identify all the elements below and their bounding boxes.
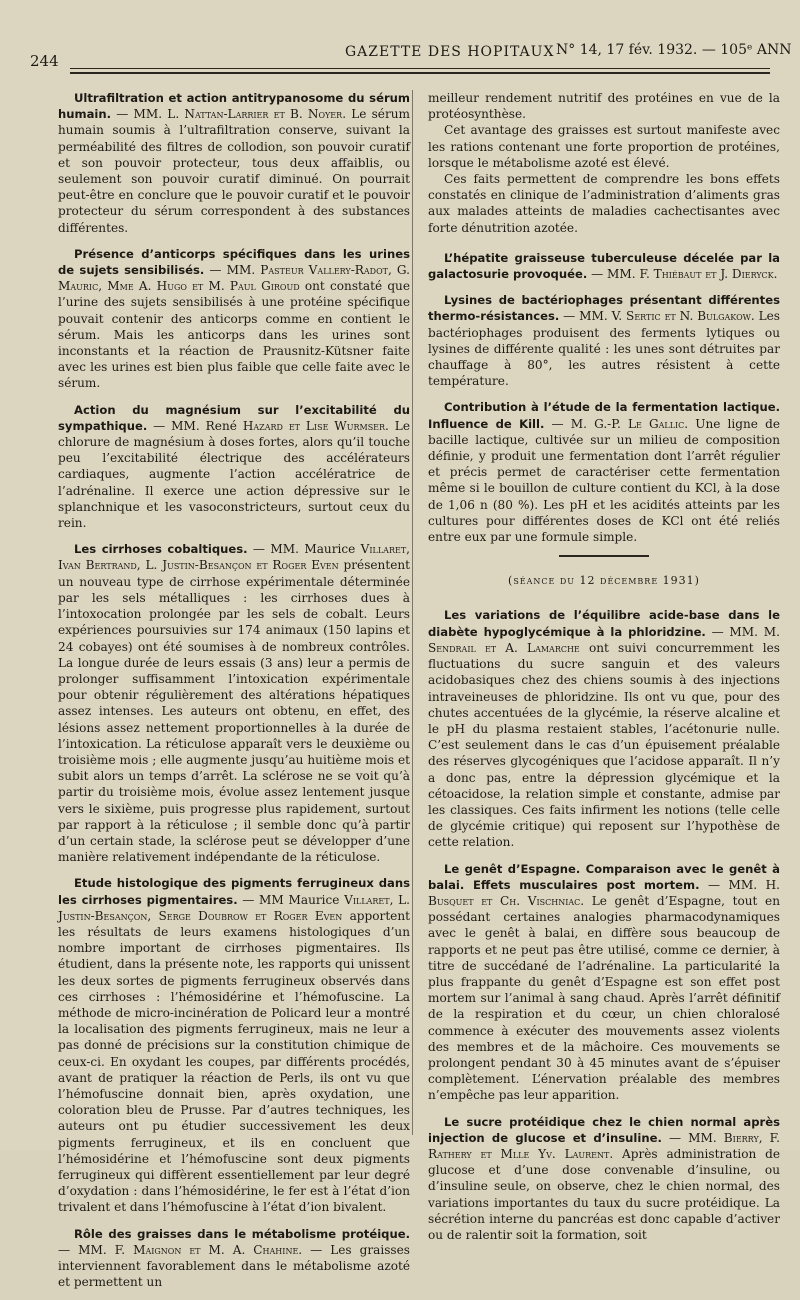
article-body: ont constaté que l’urine des sujets sensibilisés à une protéine spécifique pouvait contenir des anticorps comme en contient le sérum. Mais les anticorps dans les urines sont inconstants et la réaction de Prausnitz-Kütsner faite avec les urines est bien plus faible que celle faite avec le sérum.: [58, 279, 411, 391]
article-abstract: [428, 1114, 780, 1244]
article-authors-prefix: — MM. F.: [587, 267, 654, 282]
article-authors-prefix: — MM. L.: [111, 107, 185, 122]
article-authors-prefix: — MM. Maurice: [247, 542, 361, 557]
article-authors: Maignon et M. A. Chahine: [133, 1242, 299, 1257]
article-body: . Après administration de glucose et d’une dose convenable d’insuline, ou d’insuline seule, on observe, chez le chien normal, des variations importantes du taux du sucre protéidique. La sécrétion interne du pancréas est donc capable d’activer ou de ralentir soit la formation, soit: [428, 1146, 780, 1242]
article-body: . Le chlorure de magnésium à doses fortes, alors qu’il touche peu l’excitabilité électrique des accélérateurs cardiaques, augmente l’action accélératrice de l’adrénaline. Il exerce une action dépressive sur le splanchnique et les vasoconstricteurs, surtout ceux du rein.: [58, 418, 410, 531]
article-abstract: [428, 292, 780, 389]
article-body: . Les bactériophages produisent des ferments lytiques ou lysines de différente qualité : les unes sont détruites par chauffage à 80°, les autres résistent à cette température.: [428, 309, 780, 389]
article-authors-prefix: — MM. V.: [559, 309, 627, 324]
article-heading: L’hépatite graisseuse tuberculeuse décelée par la galactosurie provoquée.: [428, 250, 780, 282]
article-body: ont suivi concurremment les fluctuations du sucre sanguin et des valeurs acidobasiques chez des chiens soumis à des injections intraveineuses de phloridzine. Ils ont vu que, pour des chutes accentuées de la glycémie, la réserve alcaline et le pH du plasma restaient stables, l’acétonurie nulle. C’est seulement dans le cas d’un épuisement préalable des réserves glycogéniques que l’acidose apparaît. Il n’y a donc pas, entre la dépression glycémique et la cétoacidose, la relation simple et constante, admise par les classiques. Ces faits infirment les notions (telle celle de glycémie critique) qui reposent sur l’hypothèse de cette relation.: [428, 640, 780, 850]
session-divider: [559, 555, 649, 557]
article-authors: Bierry, F. Rathery et Mlle Yv. Laurent: [428, 1130, 780, 1161]
page-number: 244: [30, 52, 59, 70]
paragraph: meilleur rendement nutritif des protéines en vue de la protéosynthèse.: [428, 91, 780, 122]
article-body: présentent un nouveau type de cirrhose expérimentale déterminée par les sels métalliques : les cirrhoses dues à l’intoxocation prolongée par les sels de cobalt. Leurs expériences poursuivies sur 174 animaux (150 lapins et 24 cobayes) ont été soumises à de nombreux contrôles. La longue durée de leurs essais (3 ans) leur a permis de prolonger suffisamment l’intoxication expérimentale pour obtenir régulièrement des altérations hépatiques assez intenses. Les auteurs ont obtenu, en effet, des lésions assez nettement proportionnelles à la durée de l’intoxication. La réticulose apparaît vers le deuxième ou troisième mois ; elle augmente jusqu’au huitième mois et subit alors un temps d’arrêt. La sclérose ne se voit qu’à partir du troisième mois, évolue assez lentement jusque vers le sixième, puis progresse plus rapidement, surtout par rapport à la réticulose ; il semble donc qu’à partir d’un certain stade, la sclérose peut se développer d’une manière relativement indépendante de la réticulose.: [58, 558, 411, 865]
right-articles-a: [428, 250, 780, 545]
article-authors-prefix: — M. G.-P.: [544, 416, 628, 431]
article-abstract: [58, 1226, 410, 1291]
article-authors-prefix: — MM. René: [147, 418, 243, 433]
article-authors: Hazard et Lise Wurmser: [242, 418, 386, 433]
article-body: .: [773, 267, 778, 282]
article-abstract: [58, 90, 410, 236]
article-authors: Busquet et Ch. Vischniac: [428, 893, 581, 908]
article-abstract: [58, 875, 410, 1215]
journal-title: GAZETTE DES HOPITAUX: [345, 44, 555, 60]
article-heading: Rôle des graisses dans le métabolisme protéique.: [74, 1226, 410, 1241]
article-abstract: [428, 250, 780, 282]
article-body: . Le genêt d’Espagne, tout en possédant certaines analogies pharmacodynamiques avec le genêt à balai, en diffère sous beaucoup de rapports et ne peut pas être utilisé, comme ce dernier, à titre de succédané de l’adrénaline. La particularité la plus frappante du genêt d’Espagne est son effet post mortem sur l’animal à sang chaud. Après l’arrêt définitif de la respiration et du cœur, un chien chloralosé commence à exécuter des mouvements assez violents des membres et de la mâchoire. Ces mouvements se prolongent pendant 30 à 45 minutes avant de s’épuiser complètement. L’énervation préalable des membres n’empêche pas leur apparition.: [428, 893, 780, 1103]
article-heading: Lysines de bactériophages présentant différentes thermo-résistances.: [428, 293, 780, 324]
page-header: [0, 36, 800, 70]
article-heading: Contribution à l’étude de la fermentation lactique. Influence de Kill.: [428, 400, 780, 431]
article-heading: Les variations de l’équilibre acide-base dans le diabète hypoglycémique à la phloridzine.: [428, 608, 780, 639]
session-heading: (séance du 12 décembre 1931): [508, 574, 700, 588]
article-heading: Présence d’anticorps spécifiques dans les urines de sujets sensibilisés.: [58, 246, 410, 278]
article-abstract: [428, 399, 780, 545]
article-heading: Action du magnésium sur l’excitabilité du sympathique.: [58, 402, 410, 433]
article-authors: Villaret, Ivan Bertrand, L. Justin-Besançon et Roger Even: [58, 542, 410, 573]
right-articles-b: [428, 607, 780, 1243]
paragraph: Ces faits permettent de comprendre les bons effets constatés en clinique de l’administration d’aliments gras aux malades atteints de maladies cachectisantes avec forte dénutrition azotée.: [428, 172, 780, 235]
article-heading: Etude histologique des pigments ferrugineux dans les cirrhoses pigmentaires.: [58, 876, 410, 907]
paragraph: Cet avantage des graisses est surtout manifeste avec les rations contenant une forte proportion de protéines, lorsque le métabolisme azoté est élevé.: [428, 123, 780, 170]
article-authors-prefix: — MM.: [204, 263, 261, 278]
article-authors: Nattan-Larrier et B. Noyer: [184, 107, 343, 122]
article-body: apportent les résultats de leurs examens histologiques d’un nombre important de cirrhoses pigmentaires. Ils étudient, dans la présente note, les rapports qui unissent les deux sortes de pigments ferrugineux observés dans ces cirrhoses : l’hémosidérine et l’hémofuscine. La méthode de micro-incinération de Policard leur a montré la localisation des pigments ferrugineux, mais ne leur a pas donné de précisions sur la constitution chimique de ceux-ci. En oxydant les coupes, par différents procédés, avant de pratiquer la réaction de Perls, ils ont vu que l’hémofuscine donnait bien, après oxydation, une coloration bleu de Prusse. Par d’autres techniques, les auteurs ont pu étudier successivement les deux pigments ferrugineux, et ils en concluent que l’hémosidérine et l’hémofuscine sont deux pigments ferrugineux qui diffèrent essentiellement par leur degré d’oxydation : dans l’hémosidérine, le fer est à l’état d’ion trivalent et dans l’hémofuscine à l’état d’ion bivalent.: [58, 908, 410, 1215]
article-abstract: [58, 402, 410, 532]
left-column: [58, 90, 410, 1300]
article-heading: Les cirrhoses cobaltiques.: [74, 542, 248, 557]
article-authors: Pasteur Vallery-Radot, G. Mauric, Mme A. Hugo et M. Paul Giroud: [58, 263, 410, 294]
article-authors: Thiébaut et J. Dieryck: [653, 267, 774, 282]
article-authors-prefix: — MM Maurice: [237, 892, 345, 907]
article-heading: Le genêt d’Espagne. Comparaison avec le genêt à balai. Effets musculaires post mortem.: [428, 861, 780, 892]
article-abstract: [428, 861, 780, 1104]
header-rule: [70, 68, 770, 69]
article-heading: Le sucre protéidique chez le chien normal après injection de glucose et d’insuline.: [428, 1114, 780, 1145]
article-authors-prefix: — MM.: [661, 1130, 724, 1145]
column-divider: [412, 90, 413, 1135]
issue-info: N° 14, 17 fév. 1932. — 105ᵉ ANN: [556, 42, 792, 58]
right-column: [428, 90, 780, 1253]
article-abstract: [428, 607, 780, 850]
article-authors: Sertic et N. Bulgakow: [626, 309, 751, 324]
article-body: . Le sérum humain soumis à l’ultrafiltration conserve, suivant la perméabilité des filtres de collodion, son pouvoir curatif et son pouvoir protecteur, tous deux affaiblis, ou seulement son pouvoir curatif diminué. On pourrait peut-être en conclure que le pouvoir curatif et le pouvoir protecteur du sérum correspondent à des substances différentes.: [58, 107, 410, 235]
article-abstract: [58, 246, 410, 392]
article-authors-prefix: — MM. F.: [58, 1242, 134, 1257]
article-body: . — Les graisses interviennent favorablement dans le métabolisme azoté et permettent un: [58, 1242, 410, 1290]
article-authors: Sendrail et A. Lamarche: [428, 640, 580, 655]
article-body: . Une ligne de bacille lactique, cultivée sur un milieu de composition définie, y produit une fermentation dont l’arrêt régulier et précis permet de caractériser cette fermentation même si le bouillon de culture contient du KCl, à la dose de 1,06 n (80 %). Les pH et les acidités atteints par les cultures pour différentes doses de KCl ont été reliés entre eux par une formule simple.: [428, 416, 781, 545]
article-authors: Villaret, L. Justin-Besançon, Serge Doubrow et Roger Even: [58, 892, 410, 923]
article-authors-prefix: — MM. M.: [705, 624, 780, 639]
article-authors-prefix: — MM. H.: [699, 877, 780, 892]
article-authors: Le Gallic: [627, 416, 685, 431]
article-heading: Ultrafiltration et action antitrypanosome du sérum humain.: [58, 91, 410, 122]
header-rule-thick: [70, 72, 770, 74]
article-abstract: [58, 541, 410, 865]
continued-article: [428, 90, 780, 236]
